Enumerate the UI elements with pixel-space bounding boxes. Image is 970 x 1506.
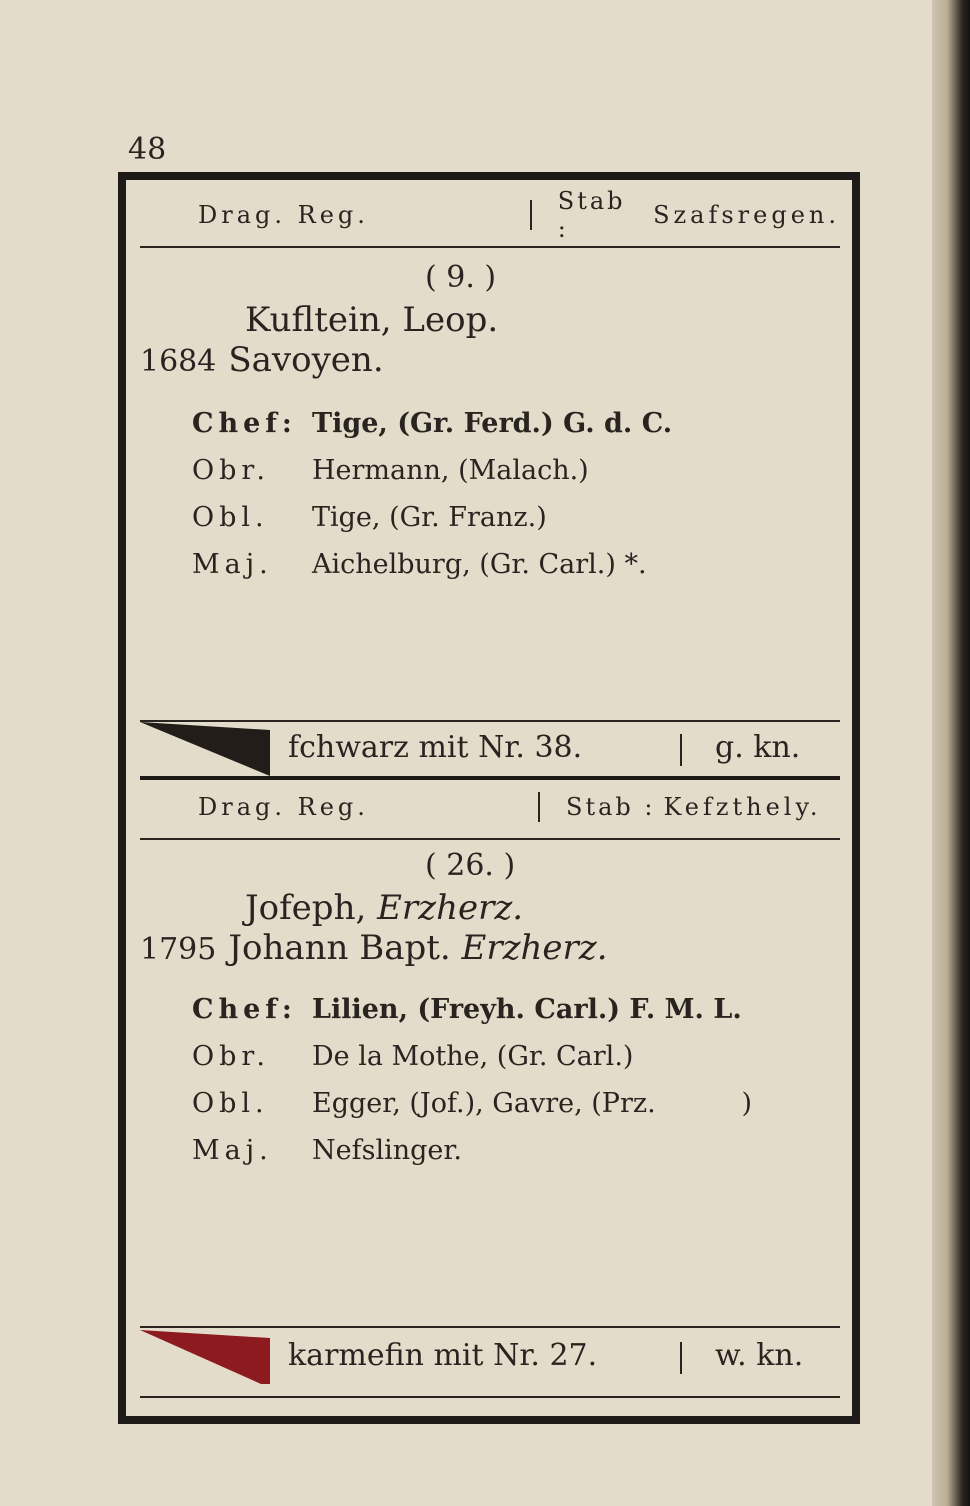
rule — [140, 246, 840, 248]
regiment-footer-2 — [140, 1330, 840, 1384]
officer-row: Maj. Aichelburg, (Gr. Carl.) *. — [192, 549, 647, 580]
rule — [140, 1326, 840, 1328]
rule — [140, 838, 840, 840]
officer-row: Obl. Tige, (Gr. Franz.) — [192, 502, 547, 533]
regiment-number: ( 9. ) — [425, 260, 497, 295]
facing-text: fchwarz mit Nr. 38. — [288, 730, 583, 765]
stab-label: Stab : — [557, 187, 626, 243]
regiment-body-2 — [140, 846, 840, 1326]
founding-year: 1684 — [140, 344, 217, 379]
regiment-header-1 — [140, 187, 840, 243]
stab-place: Szafsregen. — [653, 201, 840, 229]
officer-row: Obr. Hermann, (Malach.) — [192, 455, 589, 486]
divider — [680, 1342, 682, 1374]
divider — [530, 200, 532, 230]
regiment-body-1 — [140, 258, 840, 728]
facing-text: karmefin mit Nr. 27. — [288, 1338, 598, 1373]
regiment-number: ( 26. ) — [425, 848, 516, 883]
founding-line — [140, 340, 384, 380]
stab-label: Stab : — [566, 793, 656, 821]
founding-line — [140, 928, 608, 968]
officer-row: Obl. Egger, (Jof.), Gavre, (Prz. ) — [192, 1088, 753, 1119]
regiment-footer-1 — [140, 722, 840, 776]
stab-place: Kefzthely. — [663, 793, 822, 821]
officer-row: Maj. Nefslinger. — [192, 1135, 462, 1166]
divider — [538, 792, 540, 822]
founding-year: 1795 — [140, 932, 217, 967]
regiment-type: Drag. Reg. — [198, 793, 369, 821]
regiment-name: Kufltein, Leop. — [245, 300, 499, 340]
founder: Johann Bapt. — [228, 928, 451, 968]
regiment-header-2 — [140, 784, 840, 830]
founder: Savoyen. — [228, 340, 384, 380]
page-number: 48 — [128, 132, 167, 167]
officer-list — [192, 986, 752, 1174]
regiment-name: Jofeph, Erzherz. — [245, 888, 524, 928]
regiment-type: Drag. Reg. — [198, 201, 369, 229]
officer-row: Chef: Lilien, (Freyh. Carl.) F. M. L. — [192, 994, 742, 1025]
facing-color-flag — [140, 722, 270, 776]
button-color: g. kn. — [715, 730, 801, 765]
divider — [680, 734, 682, 766]
book-gutter — [932, 0, 970, 1506]
founder-title: Erzherz. — [461, 928, 608, 968]
officer-list — [192, 400, 672, 588]
officer-row: Obr. De la Mothe, (Gr. Carl.) — [192, 1041, 634, 1072]
rule — [140, 1396, 840, 1398]
facing-color-flag — [140, 1330, 270, 1384]
officer-row: Chef: Tige, (Gr. Ferd.) G. d. C. — [192, 408, 673, 439]
rule — [140, 776, 840, 780]
button-color: w. kn. — [715, 1338, 804, 1373]
